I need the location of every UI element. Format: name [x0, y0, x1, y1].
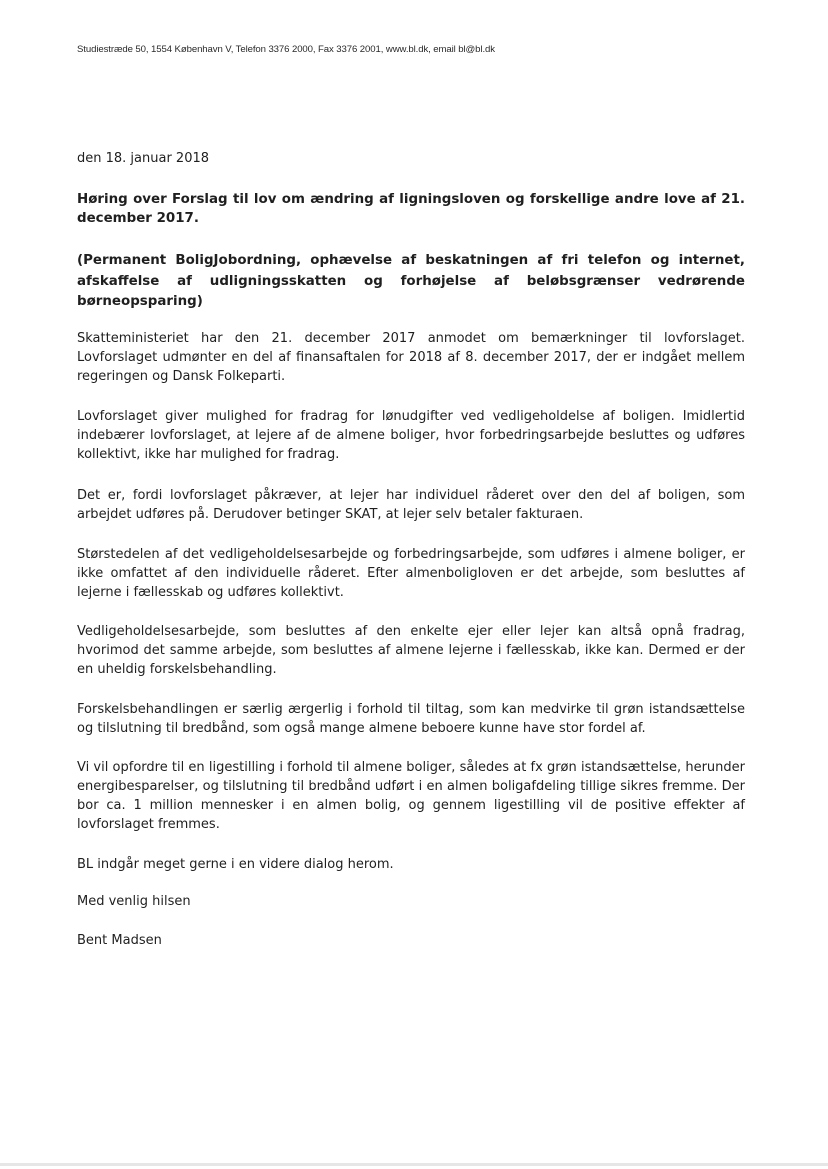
- paragraph-8: BL indgår meget gerne i en videre dialog herom.: [77, 857, 394, 872]
- letter-heading: Høring over Forslag til lov om ændring af ligningsloven og forskellige andre love af 21. december 2017.: [77, 192, 745, 226]
- paragraph-3: Det er, fordi lovforslaget påkræver, at lejer har individuel råderet over den del af boligen, som arbejdet udføres på. Derudover betinger SKAT, at lejer selv betaler fakturaen.: [77, 488, 745, 522]
- letterhead-address: Studiestræde 50, 1554 København V, Telefon 3376 2000, Fax 3376 2001, www.bl.dk, email bl@bl.dk: [77, 44, 495, 55]
- paragraph-4: Størstedelen af det vedligeholdelsesarbejde og forbedringsarbejde, som udføres i almene boliger, er ikke omfattet af den individuelle råderet. Efter almenboligloven er det arbejde, som besluttes af lejerne i fællesskab og udføres kollektivt.: [77, 547, 745, 600]
- paragraph-2: Lovforslaget giver mulighed for fradrag for lønudgifter ved vedligeholdelse af boligen. Imidlertid indebærer lovforslaget, at lejere af de almene boliger, hvor forbedringsarbejde besluttes og udføres kollektivt, ikke har mulighed for fradrag.: [77, 409, 745, 462]
- paragraph-1: Skatteministeriet har den 21. december 2017 anmodet om bemærkninger til lovforslaget. Lovforslaget udmønter en del af finansaftalen for 2018 af 8. december 2017, der er indgået mellem regeringen og Dansk Folkeparti.: [77, 331, 745, 384]
- closing-greeting: Med venlig hilsen: [77, 894, 191, 909]
- signature-name: Bent Madsen: [77, 933, 162, 948]
- paragraph-6: Forskelsbehandlingen er særlig ærgerlig i forhold til tiltag, som kan medvirke til grøn istandsættelse og tilslutning til bredbånd, som også mange almene beboere kunne have stor fordel af.: [77, 702, 745, 736]
- letter-date: den 18. januar 2018: [77, 151, 210, 166]
- paragraph-7: Vi vil opfordre til en ligestilling i forhold til almene boliger, således at fx grøn istandsættelse, herunder energibesparelser, og tilslutning til bredbånd udført i en almen boligafdeling tillige sikres fremme. Der bor ca. 1 million mennesker i en almen bolig, og gennem ligestilling vil de positive effekter af lovforslaget fremmes.: [77, 760, 745, 832]
- letter-subheading: (Permanent BoligJobordning, ophævelse af beskatningen af fri telefon og internet, afskaffelse af udligningsskatten og forhøjelse af beløbsgrænser vedrørende børneopsparing): [77, 253, 745, 309]
- scan-edge-divider: [0, 1163, 828, 1166]
- paragraph-5: Vedligeholdelsesarbejde, som besluttes af den enkelte ejer eller lejer kan altså opnå fradrag, hvorimod det samme arbejde, som besluttes af almene lejerne i fællesskab, ikke kan. Dermed er der en uheldig forskelsbehandling.: [77, 624, 745, 677]
